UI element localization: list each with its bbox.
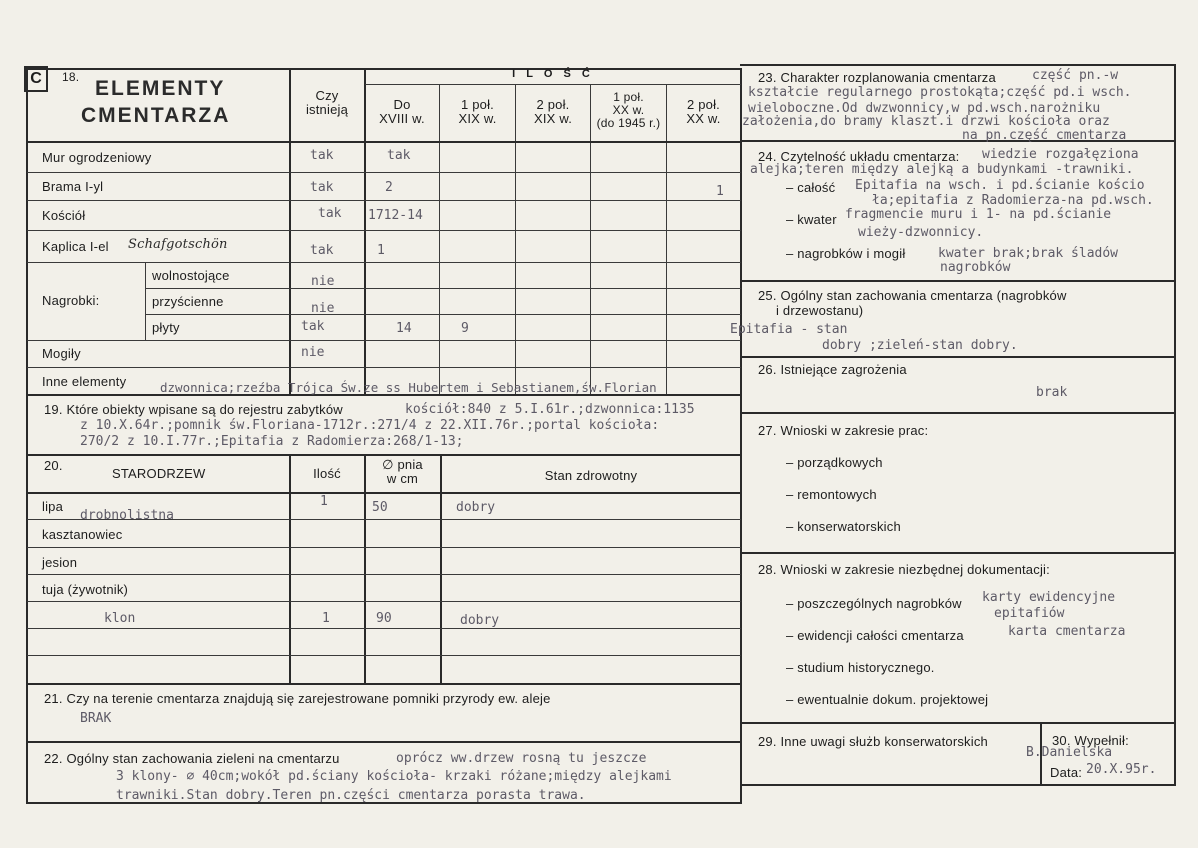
s22-line3: trawniki.Stan dobry.Teren pn.części cmentarza porasta trawa. — [116, 788, 586, 803]
col-exists-header: Czy istnieją — [305, 88, 349, 117]
row-label-mur: Mur ogrodzeniowy — [42, 150, 152, 165]
s22-top-border — [26, 741, 742, 743]
period-header: Do XVIII w. — [379, 97, 425, 126]
row-label-kaplica: Kaplica I-el — [42, 239, 109, 254]
s19-label: 19. Które obiekty wpisane są do rejestru zabytków — [44, 402, 343, 417]
s28-top-border — [740, 552, 1176, 554]
right-outer-border — [1174, 64, 1176, 786]
mur-exists: tak — [310, 148, 334, 163]
s30-date: 20.X.95r. — [1086, 762, 1157, 777]
s23-label: 23. Charakter rozplanowania cmentarza — [758, 70, 996, 85]
tree-extra: drobnolistna — [80, 508, 174, 523]
s25-line1: Epitafia - stan — [730, 322, 848, 337]
s18-number: 18. — [62, 70, 80, 84]
kaplica-period1: 1 — [377, 243, 385, 258]
s20-col-health: Stan zdrowotny — [544, 468, 638, 483]
s28-item: – ewentualnie dokum. projektowej — [786, 692, 989, 707]
s20-col-qty: Ilość — [313, 466, 341, 481]
brama-period1: 2 — [385, 180, 393, 195]
s28-label: 28. Wnioski w zakresie niezbędnej dokumentacji: — [758, 562, 1050, 577]
s20-row-line — [27, 628, 741, 629]
row-label-plyty: płyty — [152, 320, 180, 335]
brama-period5: 1 — [716, 184, 724, 199]
s28-value1a: karty ewidencyjne — [982, 590, 1116, 605]
kaplica-exists: tak — [310, 243, 334, 258]
row-label-kosciol: Kościół — [42, 208, 86, 223]
tree-name: tuja (żywotnik) — [42, 582, 129, 597]
s18-header-bottom — [26, 141, 742, 143]
s24-calosc1: Epitafia na wsch. i pd.ścianie kościo — [855, 178, 1145, 193]
s22-line2: 3 klony- ∅ 40cm;wokół pd.ściany kościoła- krzaki różane;między alejkami — [116, 769, 672, 784]
s18-row-line — [27, 367, 741, 368]
s20-col-divider — [364, 454, 366, 684]
s23-line4: założenia,do bramy klaszt.i drzwi kościoła oraz — [742, 114, 1110, 129]
s18-col-divider — [515, 84, 516, 394]
period-header: 1 poł. XX w. (do 1945 r.) — [596, 90, 661, 130]
s18-title-line1: ELEMENTY — [95, 77, 226, 100]
period-header: 2 poł. XIX w. — [533, 97, 573, 126]
s22-line1: oprócz ww.drzew rosną tu jeszcze — [396, 751, 647, 766]
row-label-brama: Brama I-yl — [42, 179, 104, 194]
s25-label2: i drzewostanu) — [776, 303, 864, 318]
s18-row-line — [145, 288, 741, 289]
s21-label: 21. Czy na terenie cmentarza znajdują się zarejestrowane pomniki przyrody ew. aleje — [44, 691, 551, 706]
s22-label: 22. Ogólny stan zachowania zieleni na cmentarzu — [44, 751, 340, 766]
s24-label: 24. Czytelność układu cmentarza: — [758, 149, 960, 164]
s18-col-divider — [590, 84, 591, 394]
period-header: 2 poł. XX w. — [686, 97, 721, 126]
s28-item: – poszczególnych nagrobków — [786, 596, 962, 611]
s30-date-label: Data: — [1050, 765, 1083, 780]
tree-health: dobry — [456, 500, 496, 515]
kaplica-handwriting: Schafgotschön — [128, 237, 228, 252]
s18-row-line — [27, 230, 741, 231]
s24-nagrobkow1: kwater brak;brak śladów — [938, 246, 1119, 261]
s18-row-line — [145, 314, 741, 315]
s28-item: – studium historycznego. — [786, 660, 935, 675]
s23-line2: kształcie regularnego prostokąta;część pd.i wsch. — [748, 85, 1132, 100]
s28-value1b: epitafiów — [994, 606, 1065, 621]
s29-label: 29. Inne uwagi służb konserwatorskich — [758, 734, 988, 749]
mur-period1: tak — [387, 148, 411, 163]
s19-line3: 270/2 z 10.I.77r.;Epitafia z Radomierza:268/1-13; — [80, 434, 464, 449]
nagrobki-label: Nagrobki: — [42, 293, 100, 308]
plyty-exists: tak — [301, 319, 325, 334]
s24-kwater2: wieży-dzwonnicy. — [858, 225, 984, 240]
s20-row-line — [27, 655, 741, 656]
s24-calosc2: ła;epitafia z Radomierza-na pd.wsch. — [872, 193, 1154, 208]
s26-label: 26. Istniejące zagrożenia — [758, 362, 907, 377]
s18-row-line — [27, 200, 741, 201]
tree-name: kasztanowiec — [42, 527, 123, 542]
left-outer-border — [26, 68, 28, 804]
przyscienne-exists: nie — [311, 301, 335, 316]
s25-label1: 25. Ogólny stan zachowania cmentarza (nagrobków — [758, 288, 1067, 303]
s18-col-divider — [439, 84, 440, 394]
s20-number: 20. — [44, 458, 63, 473]
row-label-wolnostojace: wolnostojące — [152, 268, 230, 283]
s27-top-border — [740, 412, 1176, 414]
tree-health: dobry — [460, 613, 500, 628]
center-divider — [740, 68, 742, 804]
s21-value: BRAK — [80, 711, 112, 726]
s25-top-border — [740, 280, 1176, 282]
s20-top-border — [26, 454, 742, 456]
period-header: 1 poł. XIX w. — [458, 97, 497, 126]
s26-value: brak — [1036, 385, 1068, 400]
plyty-period1: 14 — [396, 321, 412, 336]
s18-row-line — [27, 172, 741, 173]
s20-col-divider — [440, 454, 442, 684]
kosciol-exists: tak — [318, 206, 342, 221]
s18-row-line — [27, 262, 741, 263]
s27-item: – porządkowych — [786, 455, 883, 470]
plyty-period2: 9 — [461, 321, 469, 336]
s20-row-line — [27, 601, 741, 602]
s27-item: – remontowych — [786, 487, 877, 502]
s27-label: 27. Wnioski w zakresie prac: — [758, 423, 929, 438]
s24-nagrobkow-label: – nagrobków i mogił — [786, 246, 906, 261]
s19-line1: kościół:840 z 5.I.61r.;dzwonnica:1135 — [405, 402, 695, 417]
s24-kwater-label: – kwater — [786, 212, 837, 227]
s30-name: B.Danielska — [1026, 745, 1113, 760]
s20-row-line — [27, 547, 741, 548]
tree-qty: 1 — [320, 494, 328, 509]
s23-line1: część pn.-w — [1032, 68, 1119, 83]
s24-nagrobkow2: nagrobków — [940, 260, 1011, 275]
mogily-exists: nie — [301, 345, 325, 360]
s27-item: – konserwatorskich — [786, 519, 901, 534]
s18-col-divider — [666, 84, 667, 394]
tree-diam: 50 — [372, 500, 388, 515]
s20-col-divider — [289, 454, 291, 684]
row-label-przyscienne: przyścienne — [152, 294, 224, 309]
s18-row-line — [27, 340, 741, 341]
kosciol-period1: 1712-14 — [368, 208, 423, 223]
s23-line3: wieloboczne.Od dwzwonnicy,w pd.wsch.narożniku — [748, 101, 1101, 116]
right-top-border — [740, 64, 1176, 66]
s28-item: – ewidencji całości cmentarza — [786, 628, 964, 643]
ilosc-header: I L O Ś Ć — [512, 68, 594, 80]
s28-value2: karta cmentarza — [1008, 624, 1126, 639]
s20-row-line — [27, 574, 741, 575]
s24-calosc-label: – całość — [786, 180, 836, 195]
right-bottom-border — [740, 784, 1176, 786]
row-label-inne: Inne elementy — [42, 374, 127, 389]
nagrobki-divider — [145, 262, 146, 340]
s24-line1: wiedzie rozgałęziona — [982, 147, 1139, 162]
wolnostojace-exists: nie — [311, 274, 335, 289]
ilosc-underline — [365, 84, 741, 85]
tree-name: klon — [104, 611, 136, 626]
s20-header-bottom — [26, 492, 742, 494]
s29-top-border — [740, 722, 1176, 724]
tree-name: lipa — [42, 499, 64, 514]
tree-diam: 90 — [376, 611, 392, 626]
tree-name: jesion — [42, 555, 78, 570]
s25-line2: dobry ;zieleń-stan dobry. — [822, 338, 1018, 353]
brama-exists: tak — [310, 180, 334, 195]
s30-label: 30. Wypełnił: — [1052, 733, 1129, 748]
s18-title-line2: CMENTARZA — [81, 104, 231, 127]
s20-col-diam: ∅ pnia w cm — [382, 457, 423, 486]
s23-line5: na pn.część cmentarza — [962, 128, 1127, 143]
s19-line2: z 10.X.64r.;pomnik św.Floriana-1712r.:271/4 z 22.XII.76r.;portal kościoła: — [80, 418, 660, 433]
s24-line2: alejka;teren między alejką a budynkami -trawniki. — [750, 162, 1134, 177]
row-label-mogily: Mogiły — [42, 346, 81, 361]
tree-qty: 1 — [322, 611, 330, 626]
s26-top-border — [740, 356, 1176, 358]
s24-kwater1: fragmencie muru i 1- na pd.ścianie — [845, 207, 1112, 222]
section-code: C — [24, 66, 48, 92]
inne-value: dzwonnica;rzeźba Trójca Św.ze ss Hubertem i Sebastianem,św.Florian — [160, 380, 657, 395]
s21-top-border — [26, 683, 742, 685]
s20-title: STARODRZEW — [112, 466, 206, 481]
